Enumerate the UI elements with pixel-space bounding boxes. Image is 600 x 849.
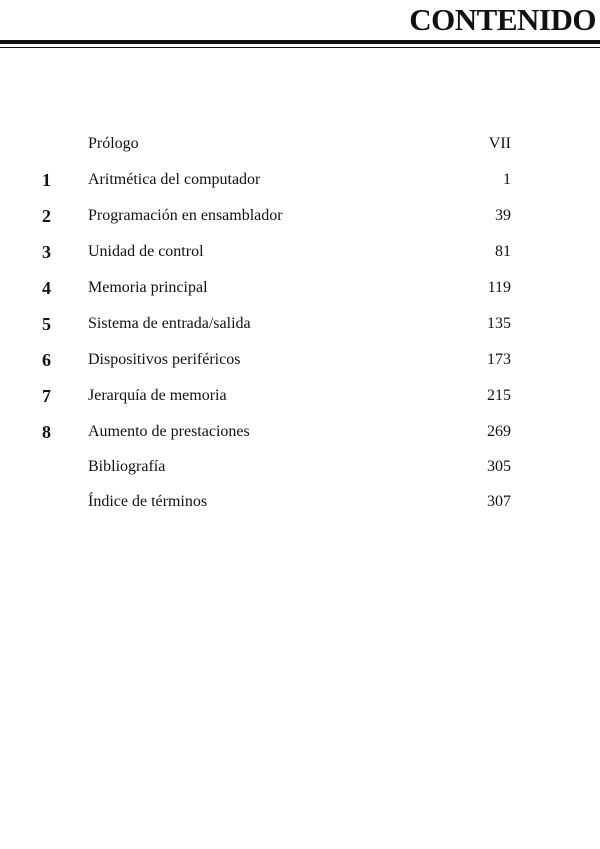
toc-entry-chapter-5[interactable] [0,312,600,336]
toc-entry-page: 135 [487,315,511,332]
header-rule-thin [0,47,600,48]
toc-entry-number: 5 [42,314,51,334]
toc-entry-number: 1 [42,170,51,190]
header-rule-thick [0,40,600,44]
toc-entry-chapter-6[interactable] [0,348,600,372]
toc-entry-chapter-3[interactable] [0,240,600,264]
toc-entry-indice[interactable] [0,490,600,514]
toc-entry-page: 81 [495,243,511,260]
toc-entry-number: 4 [42,278,51,298]
toc-entry-chapter-7[interactable] [0,384,600,408]
toc-entry-title: Jerarquía de memoria [88,387,227,404]
toc-entry-chapter-2[interactable] [0,204,600,228]
toc-entry-prologo[interactable] [0,132,600,156]
toc-entry-page: 307 [487,493,511,510]
toc-entry-title: Aumento de prestaciones [88,423,250,440]
toc-entry-number: 2 [42,206,51,226]
toc-entry-number: 3 [42,242,51,262]
toc-entry-title: Dispositivos periféricos [88,351,241,368]
toc-entry-title: Memoria principal [88,279,208,296]
toc-entry-title: Sistema de entrada/salida [88,315,251,332]
toc-entry-page: VII [488,135,511,152]
toc-entry-chapter-8[interactable] [0,420,600,444]
toc-entry-chapter-1[interactable] [0,168,600,192]
toc-entry-page: 305 [487,458,511,475]
toc-entry-page: 1 [503,171,511,188]
toc-entry-title: Índice de términos [88,493,208,510]
toc-entry-number: 7 [42,386,51,406]
toc-entry-page: 269 [487,423,511,440]
toc-entry-page: 119 [487,279,511,296]
toc-entry-number: 8 [42,422,51,442]
toc-entry-page: 215 [487,387,511,404]
toc-entry-title: Bibliografía [88,458,166,475]
toc-entry-title: Unidad de control [88,243,204,260]
toc-entry-title: Prólogo [88,135,139,152]
toc-entry-chapter-4[interactable] [0,276,600,300]
toc-entry-number: 6 [42,350,51,370]
toc-entry-bibliografia[interactable] [0,455,600,479]
toc-entry-page: 173 [487,351,511,368]
toc-entry-page: 39 [495,207,511,224]
toc-entry-title: Aritmética del computador [88,171,261,188]
page-title: CONTENIDO [409,2,596,37]
toc-entry-title: Programación en ensamblador [88,207,283,224]
